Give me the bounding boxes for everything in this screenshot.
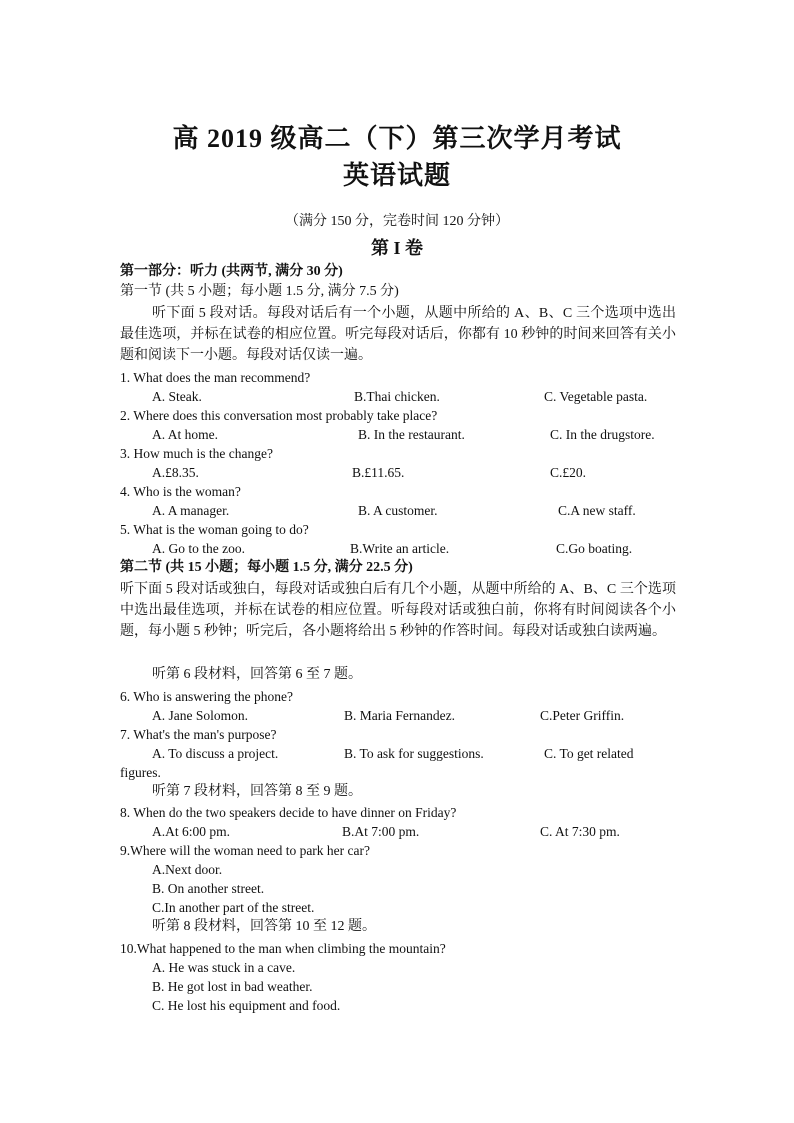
- material7-note: 听第 7 段材料，回答第 8 至 9 题。: [152, 784, 362, 799]
- exam-subtitle: 英语试题: [342, 161, 451, 190]
- q3-options: [120, 463, 680, 482]
- q9-option-c: C.In another part of the street.: [152, 900, 315, 915]
- q1-stem: 1. What does the man recommend?: [120, 370, 311, 385]
- q10-option-b: B. He got lost in bad weather.: [152, 979, 313, 994]
- q10-option-c: C. He lost his equipment and food.: [152, 998, 341, 1013]
- q7-options: [120, 744, 680, 763]
- q8-option-b: B.At 7:00 pm.: [342, 824, 420, 839]
- q9-option-a: A.Next door.: [152, 862, 223, 877]
- q2-option-b: B. In the restaurant.: [358, 427, 465, 442]
- q2-option-a: A. At home.: [152, 427, 218, 442]
- q9-option-b: B. On another street.: [152, 881, 265, 896]
- q2-options: [120, 425, 680, 444]
- q2-option-c: C. In the drugstore.: [550, 427, 655, 442]
- exam-title: 高 2019 级高二（下）第三次学月考试: [172, 124, 622, 153]
- q3-option-b: B.£11.65.: [352, 465, 405, 480]
- q3-option-a: A.£8.35.: [152, 465, 199, 480]
- q5-option-c: C.Go boating.: [556, 541, 633, 556]
- q6-option-a: A. Jane Solomon.: [152, 708, 248, 723]
- score-time-note: （满分 150 分，完卷时间 120 分钟）: [285, 214, 509, 229]
- q6-option-c: C.Peter Griffin.: [540, 708, 625, 723]
- q4-options: [120, 501, 680, 520]
- q3-option-c: C.£20.: [550, 465, 587, 480]
- q1-option-b: B.Thai chicken.: [354, 389, 440, 404]
- q8-option-a: A.At 6:00 pm.: [152, 824, 231, 839]
- q10-stem: 10.What happened to the man when climbing the mountain?: [120, 941, 446, 956]
- q3-stem: 3. How much is the change?: [120, 446, 273, 461]
- q8-stem: 8. When do the two speakers decide to have dinner on Friday?: [120, 805, 457, 820]
- q7-option-a: A. To discuss a project.: [152, 746, 279, 761]
- q8-options: [120, 822, 680, 841]
- q7-option-c-wrap: figures.: [120, 765, 161, 780]
- section2-heading: 第二节 (共 15 小题；每小题 1.5 分, 满分 22.5 分): [120, 560, 413, 575]
- q4-option-b: B. A customer.: [358, 503, 438, 518]
- q5-options: [120, 539, 680, 558]
- part1-heading: 第一部分：听力 (共两节, 满分 30 分): [120, 264, 343, 279]
- q1-option-c: C. Vegetable pasta.: [544, 389, 648, 404]
- section1-instructions: 听下面 5 段对话。每段对话后有一个小题，从题中所给的 A、B、C 三个选项中选出最佳选项，并标在试卷的相应位置。听完每段对话后，你都有 10 秒钟的时间来回答有关小题和阅读下一小题。每段对话仅读一遍。: [120, 306, 676, 363]
- q6-option-b: B. Maria Fernandez.: [344, 708, 455, 723]
- q6-stem: 6. Who is answering the phone?: [120, 689, 293, 704]
- q5-option-b: B.Write an article.: [350, 541, 450, 556]
- q7-stem: 7. What's the man's purpose?: [120, 727, 277, 742]
- section2-instructions: 听下面 5 段对话或独白，每段对话或独白后有几个小题，从题中所给的 A、B、C 三个选项中选出最佳选项，并标在试卷的相应位置。听每段对话或独白前，你将有时间阅读各个小题，每小题 5 秒钟；听完后，各小题将给出 5 秒钟的作答时间。每段对话或独白读两遍。: [120, 582, 676, 639]
- q4-stem: 4. Who is the woman?: [120, 484, 241, 499]
- material6-note: 听第 6 段材料，回答第 6 至 7 题。: [152, 667, 362, 682]
- q7-option-c: C. To get related: [544, 746, 634, 761]
- material8-note: 听第 8 段材料，回答第 10 至 12 题。: [152, 919, 376, 934]
- q8-option-c: C. At 7:30 pm.: [540, 824, 620, 839]
- q9-stem: 9.Where will the woman need to park her car?: [120, 843, 371, 858]
- section1-heading: 第一节 (共 5 小题；每小题 1.5 分, 满分 7.5 分): [120, 284, 399, 299]
- q4-option-a: A. A manager.: [152, 503, 230, 518]
- q5-option-a: A. Go to the zoo.: [152, 541, 245, 556]
- q1-option-a: A. Steak.: [152, 389, 202, 404]
- q2-stem: 2. Where does this conversation most probably take place?: [120, 408, 438, 423]
- volume-heading: 第 I 卷: [370, 238, 423, 258]
- q6-options: [120, 706, 680, 725]
- q7-option-b: B. To ask for suggestions.: [344, 746, 484, 761]
- q4-option-c: C.A new staff.: [558, 503, 636, 518]
- q5-stem: 5. What is the woman going to do?: [120, 522, 309, 537]
- q1-options: [120, 387, 680, 406]
- q10-option-a: A. He was stuck in a cave.: [152, 960, 296, 975]
